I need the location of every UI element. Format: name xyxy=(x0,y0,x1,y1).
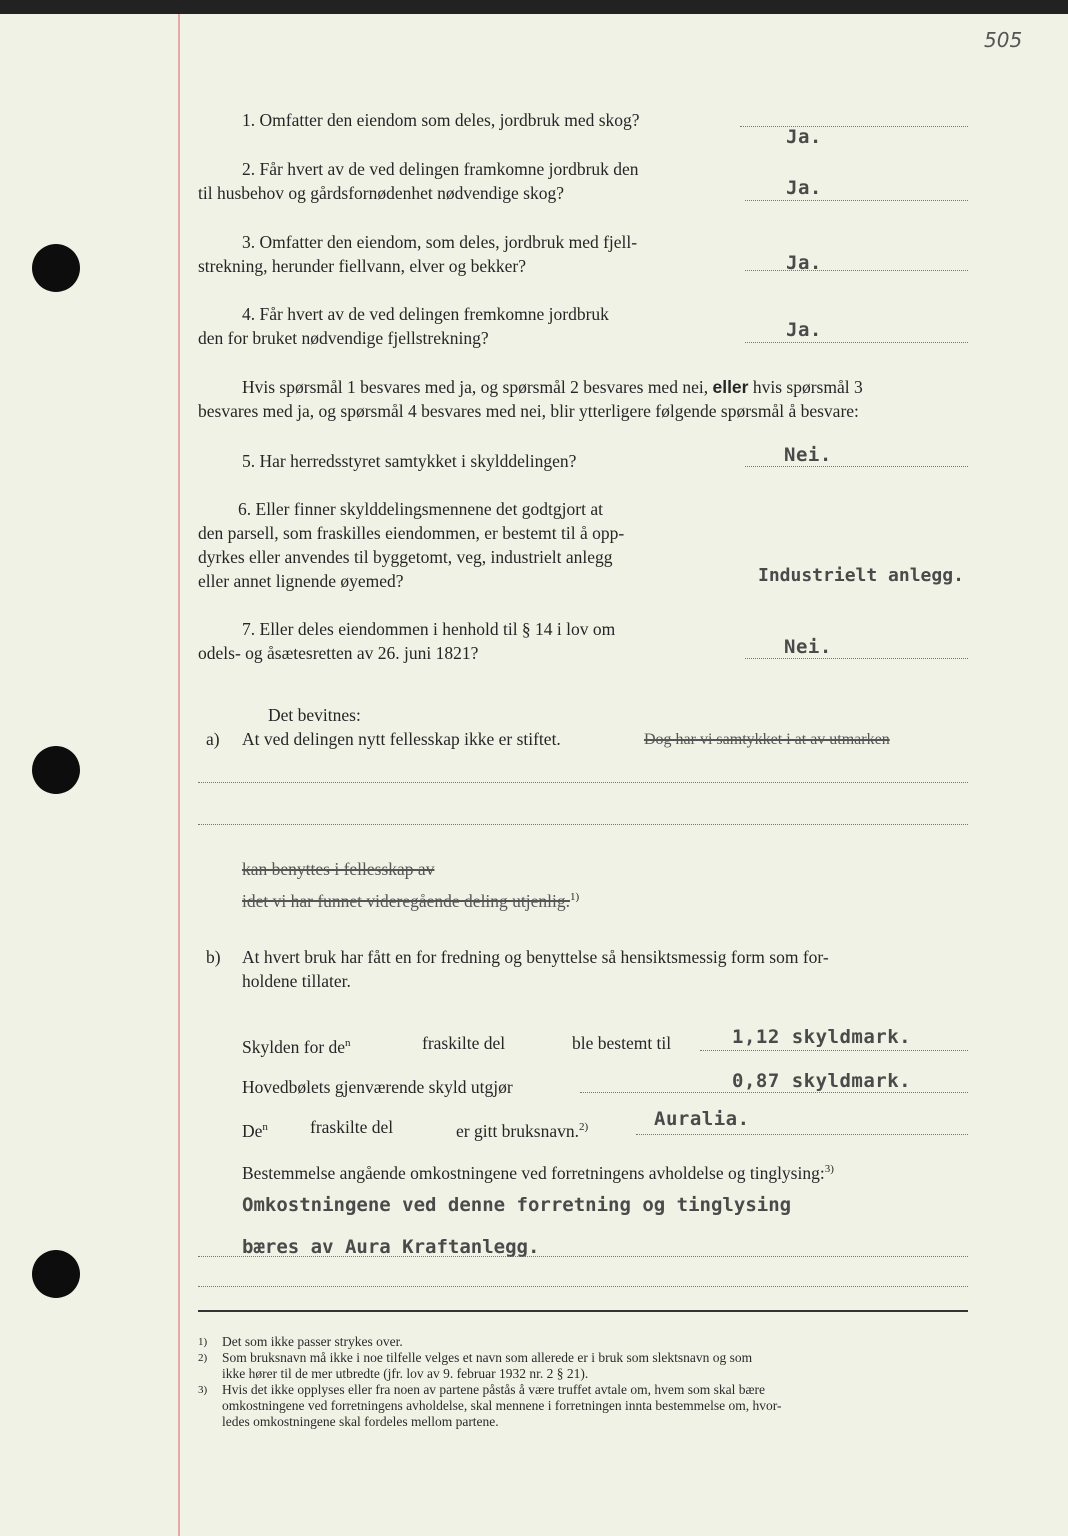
footnote-rule xyxy=(198,1310,968,1312)
question-1-text: 1. Omfatter den eiendom som deles, jordbruk med skog? xyxy=(242,110,640,130)
margin-rule xyxy=(178,14,180,1536)
question-5-text: 5. Har herredsstyret samtykket i skylddelingen? xyxy=(242,451,577,471)
punch-hole-middle xyxy=(32,746,80,794)
hoved-value: 0,87 skyldmark. xyxy=(732,1070,912,1092)
answer-line xyxy=(745,466,968,467)
certification-a-label: a) xyxy=(206,729,220,749)
blank-line xyxy=(198,1256,968,1257)
conditional-text-line2: besvares med ja, og spørsmål 4 besvares med nei, blir ytterligere følgende spørsmål å besvare: xyxy=(198,401,859,421)
footnote-2-line2: ikke hører til de mer utbredte (jfr. lov av 9. februar 1932 nr. 2 § 21). xyxy=(222,1366,589,1381)
document-page xyxy=(0,14,1068,1536)
footnote-2-marker: 2) xyxy=(198,1352,208,1364)
answer-line xyxy=(700,1050,968,1051)
blank-line xyxy=(198,782,968,783)
skyld-label: Skylden for $de^n$ xyxy=(242,1036,351,1057)
punch-hole-top xyxy=(32,244,80,292)
question-6-answer: Industrielt anlegg. xyxy=(758,565,964,586)
question-6-text-line4: eller annet lignende øyemed? xyxy=(198,571,404,591)
question-2-text-line2: til husbehov og gårdsfornødenhet nødvendige skog? xyxy=(198,183,564,203)
answer-line xyxy=(580,1092,968,1093)
navn-label-part2: fraskilte del xyxy=(310,1117,394,1137)
footnote-1-marker: 1) xyxy=(198,1336,208,1348)
answer-line xyxy=(745,658,968,659)
footnote-2-line1: Som bruksnavn må ikke i noe tilfelle velges et navn som allerede er i bruk som slektsnavn og som xyxy=(222,1350,753,1365)
certification-a-text: At ved delingen nytt fellesskap ikke er stiftet. xyxy=(242,729,561,749)
question-3-text-line2: strekning, herunder fiellvann, elver og bekker? xyxy=(198,256,526,276)
conditional-text-line1: Hvis spørsmål 1 besvares med ja, og spørsmål 2 besvares med nei, eller hvis spørsmål 3 xyxy=(242,377,863,397)
skyld-label-part2: fraskilte del xyxy=(422,1033,506,1053)
question-5-answer: Nei. xyxy=(784,444,832,466)
navn-label-part3: er gitt bruksnavn.$^{2)}$ xyxy=(456,1120,589,1141)
question-7-answer: Nei. xyxy=(784,636,832,658)
footnote-3-line3: ledes omkostningene skal fordeles mellom partene. xyxy=(222,1414,499,1429)
certification-b-line1: At hvert bruk har fått en for fredning og benyttelse så hensiktsmessig form som for- xyxy=(242,947,829,967)
certification-a-struck-text: Dog har vi samtykket i at av utmarken xyxy=(644,731,890,748)
punch-hole-bottom xyxy=(32,1250,80,1298)
question-2-answer: Ja. xyxy=(786,177,822,199)
hoved-label: Hovedbølets gjenværende skyld utgjør xyxy=(242,1077,513,1097)
question-2-text-line1: 2. Får hvert av de ved delingen framkomne jordbruk den xyxy=(242,159,639,179)
question-1-answer: Ja. xyxy=(786,126,822,148)
footnote-1: Det som ikke passer strykes over. xyxy=(222,1334,403,1349)
question-4-text-line1: 4. Får hvert av de ved delingen fremkomne jordbruk xyxy=(242,304,609,324)
navn-value: Auralia. xyxy=(654,1108,750,1130)
certification-a-struck-text-2: kan benyttes i fellesskap av xyxy=(242,859,435,879)
blank-line xyxy=(198,1286,968,1287)
footnote-3-marker: 3) xyxy=(198,1384,208,1396)
footnote-3-line1: Hvis det ikke opplyses eller fra noen av partene påstås å være truffet avtale om, hvem som skal bære xyxy=(222,1382,765,1397)
cost-text-line2: bæres av Aura Kraftanlegg. xyxy=(242,1236,540,1258)
certification-b-label: b) xyxy=(206,947,221,967)
certification-heading: Det bevitnes: xyxy=(268,705,361,725)
cost-label: Bestemmelse angående omkostningene ved forretningens avholdelse og tinglysing:$^{3)}$ xyxy=(242,1162,834,1183)
skyld-label-part3: ble bestemt til xyxy=(572,1033,672,1053)
navn-label: De$^n$ xyxy=(242,1120,268,1141)
answer-line xyxy=(745,200,968,201)
page-number: 505 xyxy=(984,28,1023,52)
answer-line xyxy=(740,126,968,127)
question-6-text-line3: dyrkes eller anvendes til byggetomt, veg, industrielt anlegg xyxy=(198,547,613,567)
blank-line xyxy=(198,824,968,825)
certification-a-struck-text-3: idet vi har funnet videregående deling utjenlig.$^{1)}$ xyxy=(242,890,580,911)
question-7-text-line1: 7. Eller deles eiendommen i henhold til § 14 i lov om xyxy=(242,619,616,639)
cost-text-line1: Omkostningene ved denne forretning og tinglysing xyxy=(242,1194,792,1216)
footnote-3-line2: omkostningene ved forretningens avholdelse, skal mennene i forretningen innta bestemmelse om, hvor- xyxy=(222,1398,782,1413)
answer-line xyxy=(745,342,968,343)
question-4-text-line2: den for bruket nødvendige fjellstrekning? xyxy=(198,328,489,348)
question-3-answer: Ja. xyxy=(786,252,822,274)
question-7-text-line2: odels- og åsætesretten av 26. juni 1821? xyxy=(198,643,479,663)
answer-line xyxy=(636,1134,968,1135)
answer-line xyxy=(745,270,968,271)
skyld-value: 1,12 skyldmark. xyxy=(732,1026,912,1048)
question-3-text-line1: 3. Omfatter den eiendom, som deles, jordbruk med fjell- xyxy=(242,232,638,252)
question-4-answer: Ja. xyxy=(786,319,822,341)
question-6-text-line2: den parsell, som fraskilles eiendommen, er bestemt til å opp- xyxy=(198,523,625,543)
certification-b-line2: holdene tillater. xyxy=(242,971,351,991)
question-6-text-line1: 6. Eller finner skylddelingsmennene det godtgjort at xyxy=(238,499,603,519)
